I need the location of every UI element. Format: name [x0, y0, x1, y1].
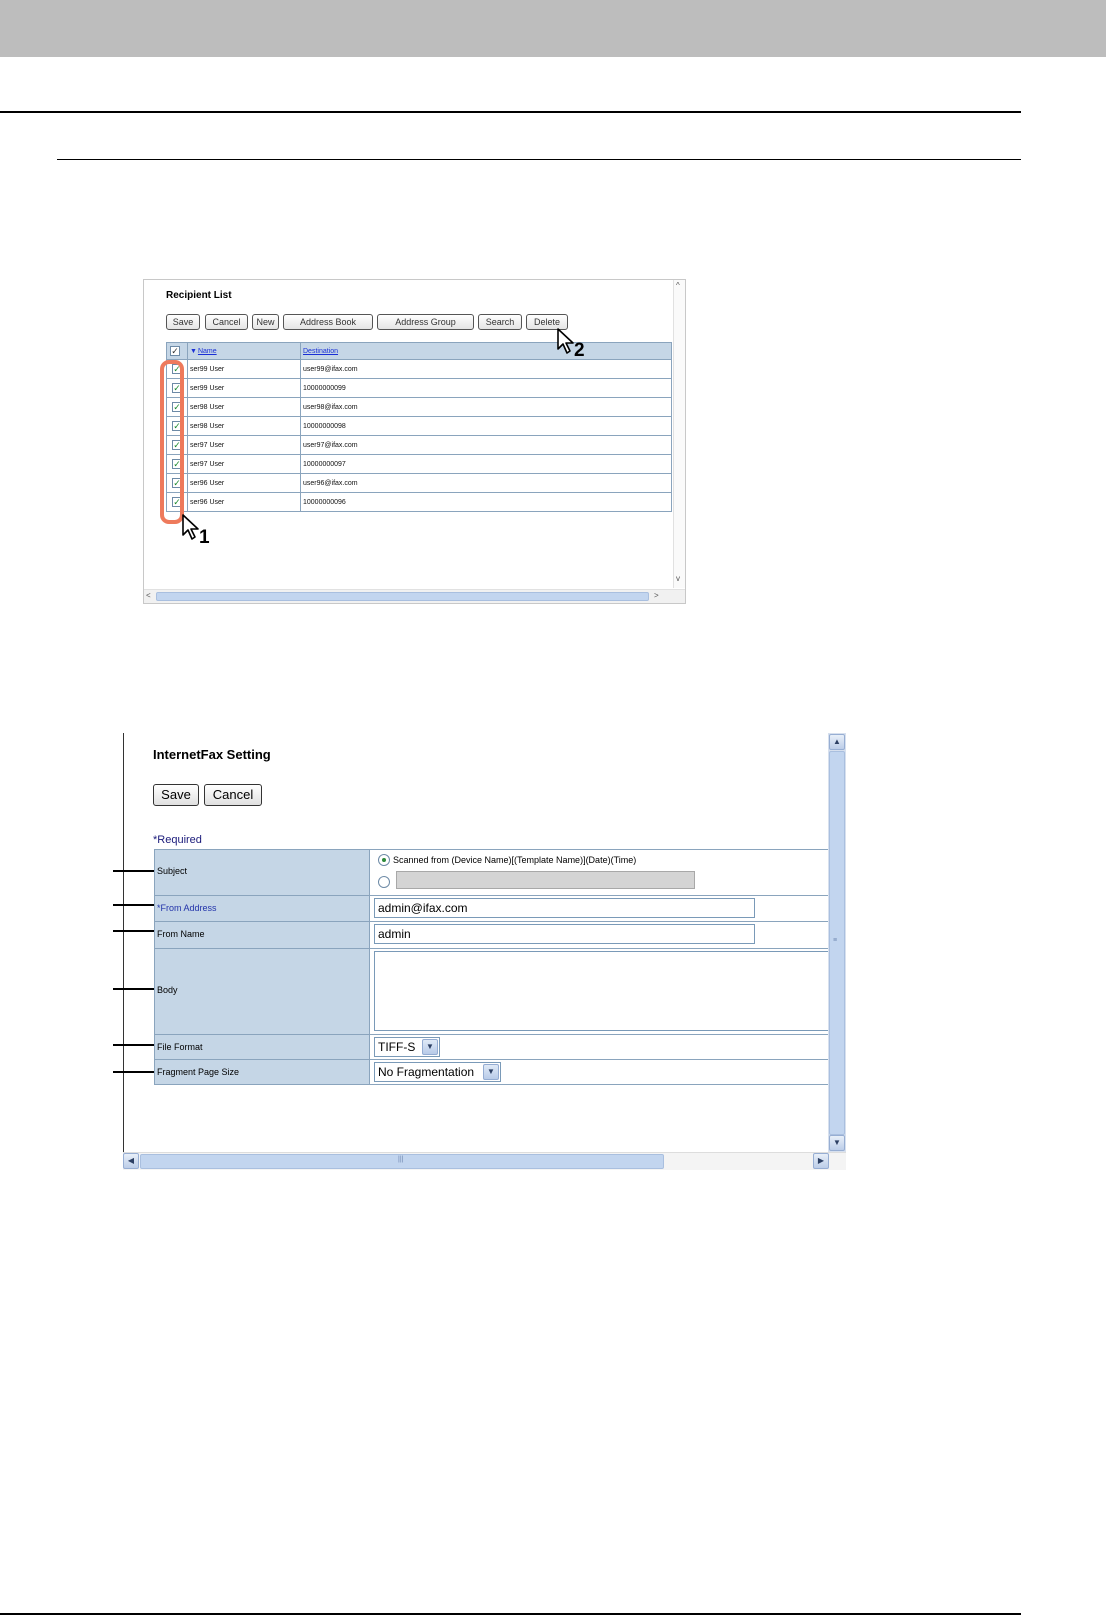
destination-cell: user97@ifax.com [301, 436, 672, 455]
name-column-header[interactable] [188, 343, 301, 360]
from-name-row [154, 922, 831, 949]
cancel-button[interactable]: Cancel [205, 314, 248, 330]
address-group-button[interactable]: Address Group [377, 314, 474, 330]
search-button[interactable]: Search [478, 314, 522, 330]
scroll-left-icon[interactable]: < [146, 591, 151, 600]
destination-cell: user99@ifax.com [301, 360, 672, 379]
subject-row [154, 850, 831, 896]
recipient-table [166, 342, 672, 512]
callout-leader-line [113, 1071, 154, 1073]
subject-custom-input[interactable] [396, 871, 695, 889]
fragment-page-size-value-cell [371, 1060, 831, 1084]
section-rule-top [0, 111, 1021, 113]
file-format-label: File Format [157, 1042, 203, 1052]
row-checkbox[interactable]: ✓ [173, 421, 181, 431]
destination-cell: 10000000099 [301, 379, 672, 398]
destination-cell: 10000000096 [301, 493, 672, 512]
file-format-row [154, 1035, 831, 1060]
table-row [167, 360, 672, 379]
horizontal-scrollbar[interactable] [123, 1152, 846, 1170]
fragment-page-size-select[interactable] [374, 1062, 501, 1082]
fragment-page-size-selected-value: No Fragmentation [378, 1065, 475, 1079]
grip-icon: ≡ [833, 937, 838, 944]
name-cell: ser96 User [188, 474, 301, 493]
from-address-row [154, 896, 831, 922]
from-name-value-cell [371, 922, 831, 948]
sort-descending-icon: ▼ [190, 347, 197, 355]
callout-leader-line [113, 870, 154, 872]
select-all-checkbox[interactable]: ✓ [171, 346, 179, 356]
checkbox-highlight-outline [160, 360, 184, 524]
cursor-arrow-icon [181, 513, 201, 543]
scroll-right-icon[interactable]: ▶ [813, 1153, 829, 1169]
row-checkbox[interactable]: ✓ [173, 459, 181, 469]
step-2-callout: 2 [574, 340, 585, 361]
horizontal-scrollbar[interactable] [144, 589, 685, 603]
row-checkbox[interactable]: ✓ [173, 440, 181, 450]
subject-custom-radio[interactable] [378, 876, 390, 888]
internetfax-setting-screenshot [123, 733, 847, 1170]
new-button[interactable]: New [252, 314, 279, 330]
name-cell: ser97 User [188, 436, 301, 455]
name-cell: ser99 User [188, 360, 301, 379]
row-checkbox[interactable]: ✓ [173, 383, 181, 393]
from-address-label-cell [154, 896, 370, 921]
row-checkbox[interactable]: ✓ [173, 497, 181, 507]
cursor-arrow-icon [556, 327, 576, 357]
step-1-callout: 1 [199, 527, 210, 548]
from-address-input[interactable]: admin@ifax.com [374, 898, 755, 918]
from-address-label: *From Address [157, 903, 217, 913]
scroll-down-icon[interactable]: ▼ [829, 1135, 845, 1151]
destination-column-header[interactable] [301, 343, 672, 360]
address-book-button[interactable]: Address Book [283, 314, 373, 330]
destination-cell: user98@ifax.com [301, 398, 672, 417]
body-label: Body [157, 985, 178, 995]
scroll-right-icon[interactable]: > [654, 591, 659, 600]
callout-leader-line [113, 988, 154, 990]
required-note: *Required [153, 834, 202, 846]
page-footer-rule [0, 1613, 1021, 1615]
scrollbar-thumb[interactable] [156, 592, 649, 601]
name-sort-link[interactable]: Name [197, 347, 217, 355]
fragment-page-size-label: Fragment Page Size [157, 1067, 240, 1077]
save-button[interactable]: Save [166, 314, 200, 330]
delete-button[interactable]: Delete [526, 314, 568, 330]
table-row [167, 455, 672, 474]
row-checkbox[interactable]: ✓ [173, 364, 181, 374]
body-label-cell [154, 949, 370, 1034]
subject-label-cell [154, 850, 370, 895]
row-checkbox[interactable]: ✓ [173, 478, 181, 488]
table-row [167, 474, 672, 493]
body-textarea[interactable] [374, 951, 832, 1031]
name-cell: ser99 User [188, 379, 301, 398]
scroll-up-icon[interactable]: ^ [676, 281, 680, 290]
frame-left-border [123, 733, 124, 1152]
subject-default-option-label: Scanned from (Device Name)[(Template Name)](Date)(Time) [393, 855, 637, 865]
fragment-page-size-row [154, 1060, 831, 1085]
body-value-cell [371, 949, 831, 1034]
destination-cell: 10000000098 [301, 417, 672, 436]
recipient-list-screenshot [143, 279, 686, 604]
file-format-select[interactable] [374, 1037, 440, 1057]
table-row [167, 436, 672, 455]
scroll-up-icon[interactable]: ▲ [829, 734, 845, 750]
table-header-row [167, 343, 672, 360]
callout-leader-line [113, 904, 154, 906]
name-cell: ser98 User [188, 417, 301, 436]
destination-cell: 10000000097 [301, 455, 672, 474]
section-rule-sub [57, 159, 1021, 160]
name-cell: ser97 User [188, 455, 301, 474]
select-all-header [167, 343, 188, 360]
subject-label: Subject [157, 866, 188, 876]
destination-sort-link[interactable]: Destination [303, 347, 339, 355]
scroll-left-icon[interactable]: ◀ [123, 1153, 139, 1169]
subject-default-radio[interactable] [378, 854, 390, 866]
table-row [167, 379, 672, 398]
name-cell: ser96 User [188, 493, 301, 512]
subject-value-cell [371, 850, 831, 895]
from-name-input[interactable]: admin [374, 924, 755, 944]
file-format-selected-value: TIFF-S [378, 1040, 416, 1054]
body-row [154, 949, 831, 1035]
from-name-label: From Name [157, 929, 205, 939]
internetfax-form [154, 849, 831, 1085]
file-format-value-cell [371, 1035, 831, 1059]
cancel-button[interactable]: Cancel [204, 784, 262, 806]
callout-leader-line [113, 930, 154, 932]
page-header-band [0, 0, 1106, 57]
chevron-down-icon[interactable]: ▼ [422, 1039, 438, 1055]
from-name-label-cell [154, 922, 370, 948]
table-row [167, 398, 672, 417]
destination-cell: user96@ifax.com [301, 474, 672, 493]
grip-icon: ||| [398, 1156, 404, 1163]
callout-leader-line [113, 1044, 154, 1046]
name-cell: ser98 User [188, 398, 301, 417]
row-checkbox[interactable]: ✓ [173, 402, 181, 412]
file-format-label-cell [154, 1035, 370, 1059]
table-row [167, 417, 672, 436]
recipient-list-heading: Recipient List [166, 290, 232, 301]
scroll-down-icon[interactable]: v [676, 574, 680, 583]
vertical-scrollbar[interactable] [673, 280, 685, 588]
table-row [167, 493, 672, 512]
chevron-down-icon[interactable]: ▼ [483, 1064, 499, 1080]
page-title: InternetFax Setting [153, 747, 271, 762]
fragment-page-size-label-cell [154, 1060, 370, 1084]
vertical-scrollbar[interactable] [828, 733, 846, 1152]
save-button[interactable]: Save [153, 784, 199, 806]
from-address-value-cell [371, 896, 831, 921]
